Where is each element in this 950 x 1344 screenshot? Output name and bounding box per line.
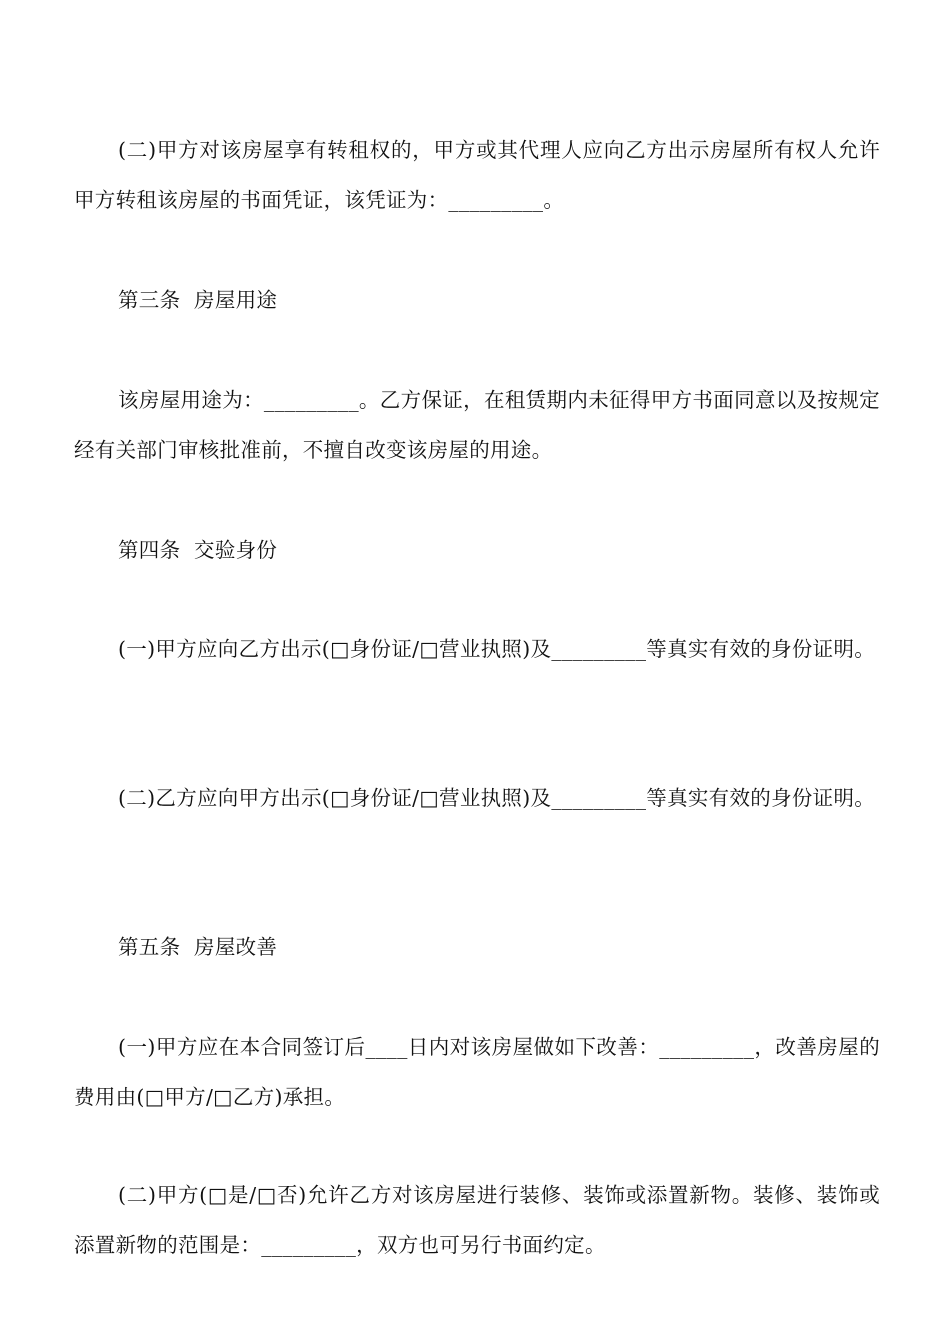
article-4-heading: 第四条 交验身份 — [118, 538, 278, 562]
article-5-item-2: (二)甲方(□是/□否)允许乙方对该房屋进行装修、装饰或添置新物。装修、装饰或添置新物的范围是：_________，双方也可另行书面约定。 — [74, 1183, 880, 1257]
article-5-item-1: (一)甲方应在本合同签订后____日内对该房屋做如下改善：_________，改善房屋的费用由(□甲方/□乙方)承担。 — [74, 1035, 880, 1109]
article-3-heading: 第三条 房屋用途 — [118, 288, 278, 312]
clause-2-item-2: (二)甲方对该房屋享有转租权的，甲方或其代理人应向乙方出示房屋所有权人允许甲方转租该房屋的书面凭证，该凭证为：_________。 — [74, 138, 880, 212]
article-4-item-2: (二)乙方应向甲方出示(□身份证/□营业执照)及_________等真实有效的身份证明。 — [118, 786, 876, 810]
article-3-body: 该房屋用途为：_________。乙方保证，在租赁期内未征得甲方书面同意以及按规定经有关部门审核批准前，不擅自改变该房屋的用途。 — [74, 388, 880, 462]
article-4-item-1: (一)甲方应向乙方出示(□身份证/□营业执照)及_________等真实有效的身份证明。 — [118, 637, 876, 661]
article-5-heading: 第五条 房屋改善 — [118, 935, 278, 959]
